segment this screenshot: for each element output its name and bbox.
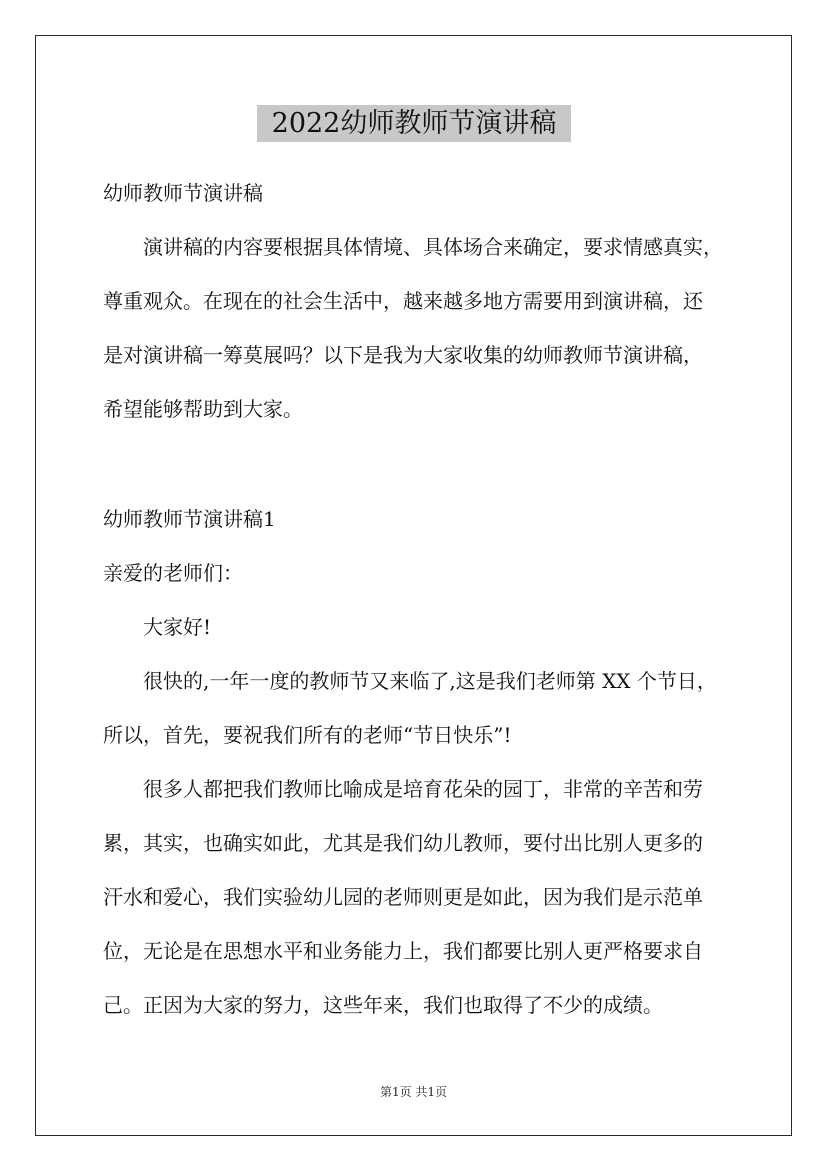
paragraph-line: 汗水和爱心，我们实验幼儿园的老师则更是如此，因为我们是示范单: [103, 885, 703, 909]
doc-subtitle: 幼师教师节演讲稿: [103, 181, 263, 205]
greeting: 大家好!: [143, 615, 212, 639]
paragraph-line: 很多人都把我们教师比喻成是培育花朵的园丁，非常的辛苦和劳: [143, 777, 703, 801]
section-heading: 幼师教师节演讲稿1: [103, 507, 276, 531]
page-number-footer: 第1页 共1页: [379, 1085, 448, 1099]
paragraph-line: 希望能够帮助到大家。: [103, 397, 303, 421]
paragraph-line: 演讲稿的内容要根据具体情境、具体场合来确定，要求情感真实，: [143, 235, 723, 259]
paragraph-line: 是对演讲稿一筹莫展吗？以下是我为大家收集的幼师教师节演讲稿，: [103, 343, 703, 367]
paragraph-line: 位，无论是在思想水平和业务能力上，我们都要比别人更严格要求自: [103, 939, 703, 963]
document-title: 2022幼师教师节演讲稿: [257, 105, 571, 142]
salutation: 亲爱的老师们：: [103, 561, 243, 585]
paragraph-line: 累，其实，也确实如此，尤其是我们幼儿教师，要付出比别人更多的: [103, 831, 703, 855]
paragraph-line: 己。正因为大家的努力，这些年来，我们也取得了不少的成绩。: [103, 993, 663, 1017]
paragraph-line: 尊重观众。在现在的社会生活中，越来越多地方需要用到演讲稿，还: [103, 289, 703, 313]
paragraph-line: 很快的,一年一度的教师节又来临了,这是我们老师第 XX 个节日，: [143, 669, 717, 693]
paragraph-line: 所以，首先，要祝我们所有的老师“节日快乐”!: [103, 723, 512, 747]
